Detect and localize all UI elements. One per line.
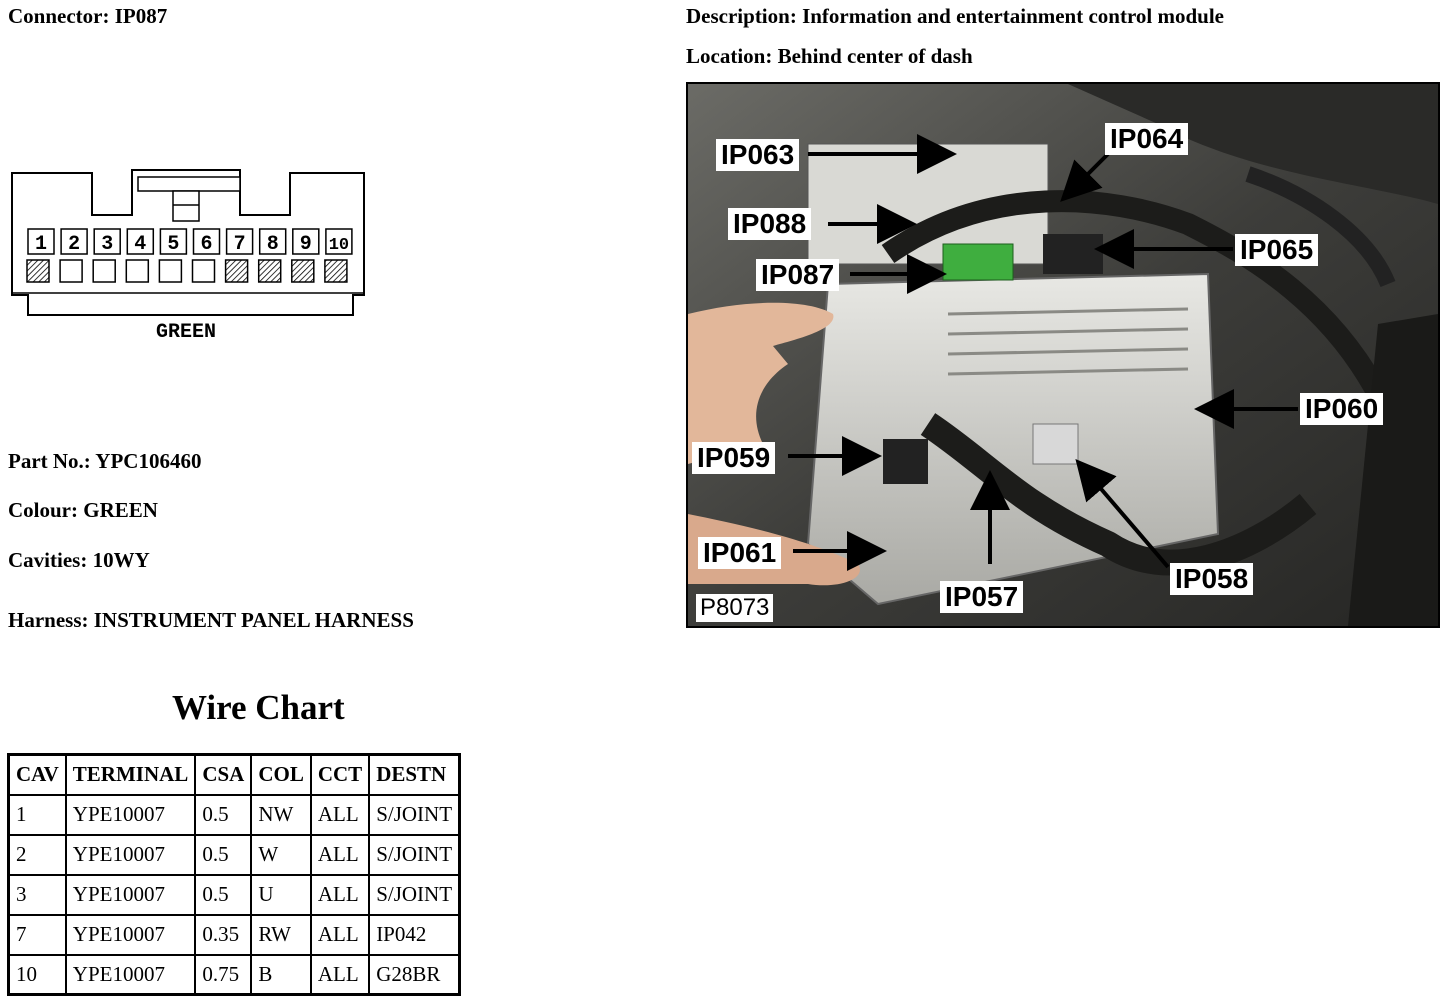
description-label: Description: — [686, 4, 797, 28]
connector-line — [8, 4, 167, 29]
table-cell: ALL — [311, 955, 369, 995]
table-cell: W — [251, 835, 311, 875]
cavity-number: 4 — [134, 233, 147, 256]
table-cell: S/JOINT — [369, 875, 459, 915]
photo-id: P8073 — [696, 594, 773, 622]
harness-value: INSTRUMENT PANEL HARNESS — [93, 608, 414, 632]
column-header: CAV — [9, 755, 66, 795]
table-cell: 2 — [9, 835, 66, 875]
table-cell: 0.5 — [195, 795, 251, 835]
table-cell: NW — [251, 795, 311, 835]
column-header: DESTN — [369, 755, 459, 795]
table-cell: YPE10007 — [66, 955, 196, 995]
cavity-number: 6 — [200, 233, 213, 256]
colour-label: Colour: — [8, 498, 78, 522]
cavity-number: 3 — [101, 233, 114, 256]
cavity-populated — [27, 260, 49, 282]
table-row — [9, 955, 460, 995]
callout-ip059: IP059 — [692, 442, 775, 474]
connector-label: Connector: — [8, 4, 110, 28]
diagram-colour-label: GREEN — [155, 321, 217, 344]
column-header: CSA — [195, 755, 251, 795]
table-cell: ALL — [311, 915, 369, 955]
table-cell: YPE10007 — [66, 835, 196, 875]
table-cell: YPE10007 — [66, 795, 196, 835]
cavity-populated — [325, 260, 347, 282]
callout-ip063: IP063 — [716, 139, 799, 171]
wire-chart-table — [7, 753, 461, 996]
cavity-empty — [93, 260, 115, 282]
callout-ip061: IP061 — [698, 537, 781, 569]
table-cell: RW — [251, 915, 311, 955]
wire-chart-title: Wire Chart — [172, 688, 345, 727]
table-cell: 1 — [9, 795, 66, 835]
table-row — [9, 795, 460, 835]
table-cell: 0.75 — [195, 955, 251, 995]
cavity-number: 7 — [233, 233, 246, 256]
table-cell: ALL — [311, 835, 369, 875]
harness-label: Harness: — [8, 608, 89, 632]
latch-top — [138, 177, 240, 191]
table-row — [9, 915, 460, 955]
table-cell: IP042 — [369, 915, 459, 955]
cavity-number: 10 — [328, 236, 350, 255]
cavity-empty — [126, 260, 148, 282]
cavity-number: 8 — [266, 233, 279, 256]
part-no-line — [8, 449, 201, 474]
table-cell: B — [251, 955, 311, 995]
colour-line — [8, 498, 158, 523]
cavity-number: 9 — [299, 233, 312, 256]
connector-face-diagram — [8, 165, 373, 345]
part-no-value: YPC106460 — [95, 449, 202, 473]
cavity-populated — [226, 260, 248, 282]
location-photo — [686, 82, 1440, 628]
cavity-number: 2 — [68, 233, 81, 256]
table-cell: ALL — [311, 795, 369, 835]
colour-value: GREEN — [83, 498, 158, 522]
table-row — [9, 875, 460, 915]
cavity-empty — [193, 260, 215, 282]
table-header-row — [9, 755, 460, 795]
callout-ip087: IP087 — [756, 259, 839, 291]
description-line — [686, 4, 1224, 29]
table-cell: G28BR — [369, 955, 459, 995]
cavities-line — [8, 548, 150, 573]
cavity-number: 1 — [34, 233, 48, 256]
table-cell: ALL — [311, 875, 369, 915]
table-cell: S/JOINT — [369, 835, 459, 875]
callout-ip060: IP060 — [1300, 393, 1383, 425]
callout-ip057: IP057 — [940, 581, 1023, 613]
cavity-empty — [159, 260, 181, 282]
harness-line — [8, 608, 414, 633]
location-value: Behind center of dash — [777, 44, 973, 68]
column-header: CCT — [311, 755, 369, 795]
table-cell: 0.35 — [195, 915, 251, 955]
callout-ip065: IP065 — [1235, 234, 1318, 266]
callout-ip088: IP088 — [728, 208, 811, 240]
cavities-value: 10WY — [92, 548, 150, 572]
photo-illustration — [688, 84, 1438, 626]
table-cell: 10 — [9, 955, 66, 995]
connector-value: IP087 — [114, 4, 168, 28]
column-header: COL — [251, 755, 311, 795]
cavities-label: Cavities: — [8, 548, 88, 572]
latch-stem — [173, 191, 199, 221]
table-cell: S/JOINT — [369, 795, 459, 835]
cavity-empty — [60, 260, 82, 282]
cavity-number: 5 — [167, 233, 180, 256]
table-cell: YPE10007 — [66, 875, 196, 915]
table-cell: YPE10007 — [66, 915, 196, 955]
callout-ip058: IP058 — [1170, 563, 1253, 595]
table-row — [9, 835, 460, 875]
table-cell: 3 — [9, 875, 66, 915]
cavity-populated — [259, 260, 281, 282]
location-label: Location: — [686, 44, 773, 68]
table-cell: 7 — [9, 915, 66, 955]
part-no-label: Part No.: — [8, 449, 91, 473]
table-cell: U — [251, 875, 311, 915]
callout-ip064: IP064 — [1105, 123, 1188, 155]
location-line — [686, 44, 973, 69]
column-header: TERMINAL — [66, 755, 196, 795]
table-cell: 0.5 — [195, 875, 251, 915]
description-value: Information and entertainment control module — [802, 4, 1225, 28]
table-cell: 0.5 — [195, 835, 251, 875]
cavity-populated — [292, 260, 314, 282]
